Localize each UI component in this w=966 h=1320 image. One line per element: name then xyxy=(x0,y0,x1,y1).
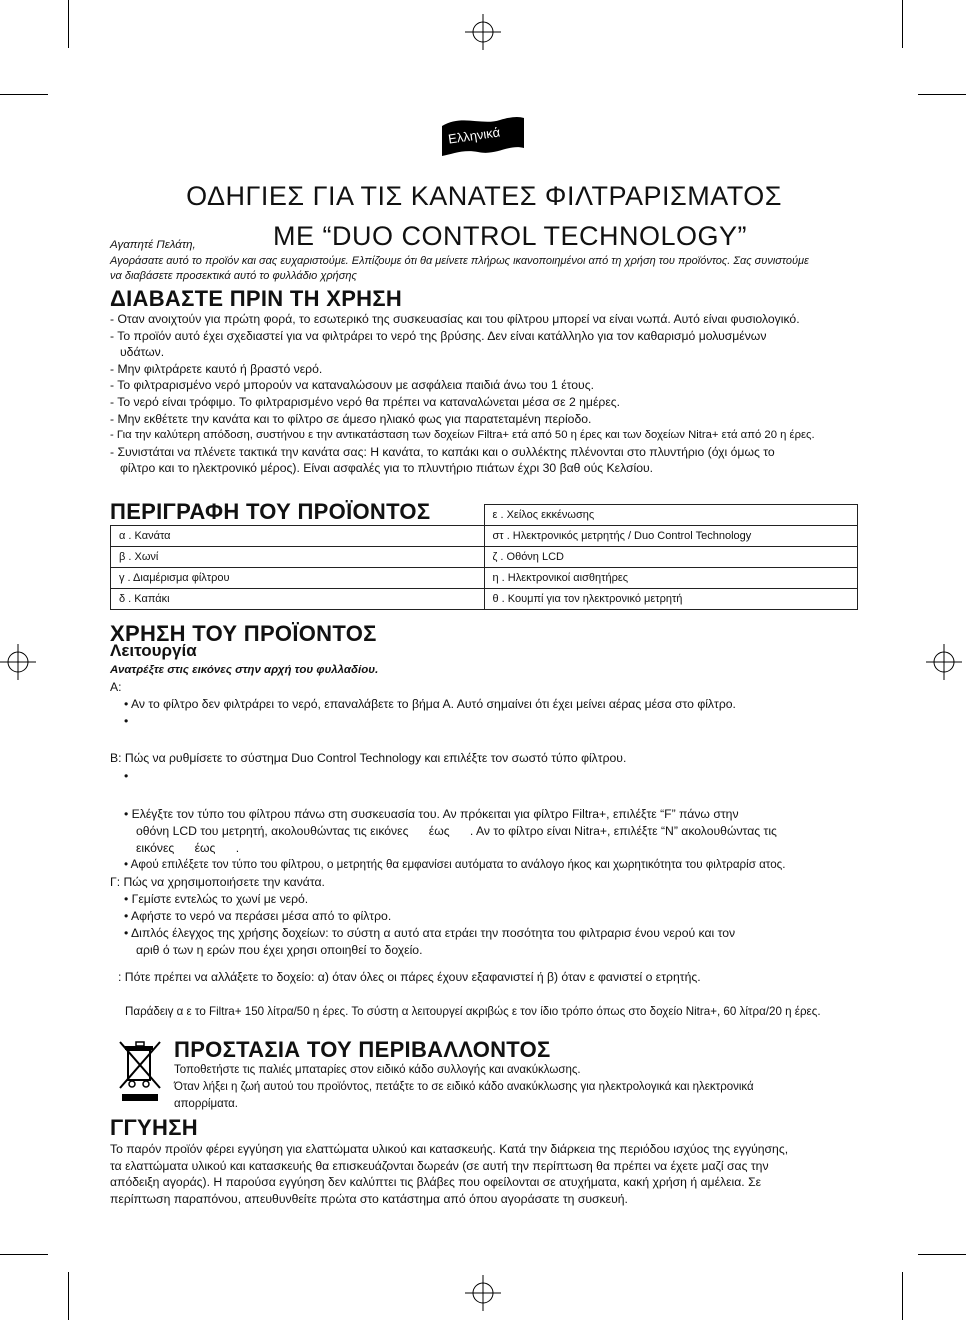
list-item: - Οταν ανοιχτούν για πρώτη φορά, το εσωτερικό της συσκευασίας και του φίλτρου μπορεί να είναι νωπά. Αυτό είναι φυσιολογικό. xyxy=(110,312,800,326)
example-note: Παράδειγ α ε το Filtra+ 150 λίτρα/50 η έρες. Το σύστη α λειτουργεί ακριβώς ε τον ίδιο τρόπο όπως στο δοχείο Nitra+, 60 λίτρα/20 η έρες. xyxy=(125,1005,821,1018)
page-title-line2: ΜΕ “DUO CONTROL TECHNOLOGY” xyxy=(272,221,748,251)
step-b-bullet-cont: εικόνες έως . xyxy=(136,841,240,855)
step-c-label: Γ: Πώς να χρησιμοποιήσετε την κανάτα. xyxy=(110,875,325,889)
list-item: φίλτρο και το ηλεκτρονικό μέρος). Είναι ασφαλές για το πλυντήριο πιάτων έχρι 30 βαθ ούς Κελσίου. xyxy=(120,461,654,476)
step-a-label: Α: xyxy=(110,680,122,694)
step-b-bullet: • Αφού επιλέξετε τον τύπο του φίλτρου, ο μετρητής θα εμφανίσει αυτόματα το ανάλογο ήκος και χωρητικότητα του φιλτραρίσ ατος. xyxy=(124,858,786,871)
list-item: - Συνιστάται να πλένετε τακτικά την κανάτα σας: Η κανάτα, το καπάκι και ο συλλέκτης πλένονται στο πλυντήριο (όχι όμως το xyxy=(110,444,775,459)
step-b-bullet: • Ελέγξτε τον τύπο του φίλτρου πάνω στη συσκευασία του. Αν πρόκειται για φίλτρο Filtra+, επιλέξτε “F” πάνω στην xyxy=(124,807,739,821)
step-b-bullet-cont: οθόνη LCD του μετρητή, ακολουθώντας τις εικόνες έως . Αν το φίλτρο είναι Nitra+, επιλέξτε “N” ακολουθώντας τις xyxy=(136,824,777,838)
warranty-line: απόδειξη αγοράς). Η παρούσα εγγύηση δεν καλύπτει τις βλάβες που οφείλονται σε ατυχήματα, κακή χρήση ή αμέλεια. Σε xyxy=(110,1175,762,1190)
table-cell: θ . Κουμπί για τον ηλεκτρονικό μετρητή xyxy=(484,589,858,610)
table-cell: ζ . Οθόνη LCD xyxy=(484,547,858,568)
list-item: - Το νερό είναι τρόφιμο. Το φιλτραρισμένο νερό θα πρέπει να καταναλώνεται μέσα σε 2 ημέρες. xyxy=(110,394,621,409)
environment-text: Τοποθετήστε τις παλιές μπαταρίες στον ειδικό κάδο συλλογής και ανακύκλωσης. xyxy=(174,1064,581,1076)
crop-mark xyxy=(918,1254,966,1255)
section-heading-warranty: ΓΓΥΗΣΗ xyxy=(110,1115,198,1140)
registration-mark-icon xyxy=(0,644,36,680)
section-heading-usage: ΧΡΗΣΗ ΤΟΥ ΠΡΟΪΟΝΤΟΣ xyxy=(110,621,377,646)
step-b-label: Β: Πώς να ρυθμίσετε το σύστημα Duo Control Technology και επιλέξτε τον σωστό τύπο φίλτρου. xyxy=(110,751,627,765)
warranty-line: περίπτωση παραπόνου, απευθυνθείτε πρώτα στο κατάστημα από όπου αγοράσατε τη συσκευή. xyxy=(110,1191,628,1206)
table-cell: ε . Χείλος εκκένωσης xyxy=(484,505,858,526)
subheading-operation: Λειτουργία xyxy=(110,641,197,660)
warranty-text xyxy=(110,1141,860,1207)
table-cell: η . Ηλεκτρονικοί αισθητήρες xyxy=(484,568,858,589)
description-table xyxy=(110,504,858,610)
section-heading-environment: ΠΡΟΣΤΑΣΙΑ ΤΟΥ ΠΕΡΙΒΑΛΛΟΝΤΟΣ xyxy=(174,1037,551,1062)
table-row xyxy=(111,568,858,589)
list-item: - Μην εκθέτετε την κανάτα και το φίλτρο σε άμεσο ηλιακό φως για παρατεταμένη περίοδο. xyxy=(110,411,592,426)
list-item: - Για την καλύτερη απόδοση, συστήνου ε την αντικατάσταση των δοχείων Filtra+ ετά από 50 η έρες και των δοχείων Nitra+ ετά από 20 η έρες. xyxy=(110,429,815,442)
warranty-line: Το παρόν προϊόν φέρει εγγύηση για ελαττώματα υλικού και κατασκευής. Κατά την διάρκεια της περιόδου ισχύος της εγγύησης, xyxy=(110,1142,789,1156)
table-row xyxy=(111,526,858,547)
crop-mark xyxy=(918,94,966,95)
table-cell: β . Χωνί xyxy=(111,547,485,568)
list-item: υδάτων. xyxy=(120,345,165,360)
list-item: - Το φιλτραρισμένο νερό μπορούν να καταναλώσουν με ασφάλεια παιδιά άνω του 1 έτους. xyxy=(110,378,594,393)
crop-mark xyxy=(0,1254,48,1255)
warranty-line: τα ελαττώματα υλικού και κατασκευής θα επισκευάζονται δωρεάν (σε αυτή την περίπτωση θα πρέπει να έχετε μαζί σας την xyxy=(110,1158,769,1173)
read-before-list xyxy=(110,311,870,477)
table-cell: δ . Καπάκι xyxy=(111,589,485,610)
crop-mark xyxy=(68,1272,69,1320)
registration-mark-icon xyxy=(465,1275,501,1311)
list-item: - Το προϊόν αυτό έχει σχεδιαστεί για να φιλτράρει το νερό της βρύσης. Δεν είναι κατάλληλο για τον καθαρισμό μολυσμένων xyxy=(110,328,767,343)
step-c-bullet: • Αφήστε το νερό να περάσει μέσα από το φίλτρο. xyxy=(124,909,392,923)
environment-text: απορρίματα. xyxy=(174,1098,238,1110)
table-cell: α . Κανάτα xyxy=(111,526,485,547)
crop-mark xyxy=(902,0,903,48)
step-b-bullet: • xyxy=(124,769,129,783)
greeting-salutation: Αγαπητέ Πελάτη, xyxy=(110,239,196,251)
table-row xyxy=(111,589,858,610)
registration-mark-icon xyxy=(926,644,962,680)
greeting-text: Αγοράσατε αυτό το προϊόν και σας ευχαριστούμε. Ελπίζουμε ότι θα μείνετε πλήρως ικανοποιημένοι από τη χρήση του προϊόντος. Σας συνιστούμε xyxy=(110,255,809,267)
refer-note: Ανατρέξτε στις εικόνες στην αρχή του φυλλαδίου. xyxy=(110,664,379,676)
step-a-bullet: • Αν το φίλτρο δεν φιλτράρει το νερό, επαναλάβετε το βήμα Α. Αυτό σημαίνει ότι έχει μείνει αέρας μέσα στο φίλτρο. xyxy=(124,697,736,711)
section-heading-description: ΠΕΡΙΓΡΑΦΗ ΤΟΥ ΠΡΟΪΟΝΤΟΣ xyxy=(110,499,431,524)
language-label: Ελληνικά xyxy=(447,124,501,147)
weee-bin-icon xyxy=(118,1040,162,1102)
crop-mark xyxy=(68,0,69,48)
registration-mark-icon xyxy=(465,14,501,50)
list-item: - Μην φιλτράρετε καυτό ή βραστό νερό. xyxy=(110,361,323,376)
table-cell: γ . Διαμέρισμα φίλτρου xyxy=(111,568,485,589)
greeting-text: να διαβάσετε προσεκτικά αυτό το φυλλάδιο χρήσης xyxy=(110,270,357,282)
section-heading-read-before: ΔΙΑΒΑΣΤΕ ΠΡΙΝ ΤΗ ΧΡΗΣΗ xyxy=(110,286,403,311)
crop-mark xyxy=(902,1272,903,1320)
crop-mark xyxy=(0,94,48,95)
step-c-bullet: • Διπλός έλεγχος της χρήσης δοχείων: το σύστη α αυτό ατα ετράει την ποσότητα του φιλτραρισ ένου νερού και τον xyxy=(124,926,736,940)
page-title-line1: ΟΔΗΓΙΕΣ ΓΙΑ ΤΙΣ ΚΑΝΑΤΕΣ ΦΙΛΤΡΑΡΙΣΜΑΤΟΣ xyxy=(186,181,782,211)
when-to-change: : Πότε πρέπει να αλλάξετε το δοχείο: α) όταν όλες οι πάρες έχουν εξαφανιστεί ή β) όταν ε φανιστεί ο ετρητής. xyxy=(118,970,701,984)
table-cell: στ . Ηλεκτρονικός μετρητής / Duo Control Technology xyxy=(484,526,858,547)
step-c-bullet: • Γεμίστε εντελώς το χωνί με νερό. xyxy=(124,892,309,906)
environment-text: Όταν λήξει η ζωή αυτού του προϊόντος, πετάξτε το σε ειδικό κάδο ανακύκλωσης για ηλεκτρολογικά και ηλεκτρονικά xyxy=(174,1081,754,1093)
step-a-bullet: • xyxy=(124,714,129,728)
table-row xyxy=(111,547,858,568)
step-c-bullet-cont: αριθ ό των η ερών που έχει χρησι οποιηθεί το δοχείο. xyxy=(136,943,423,957)
language-badge xyxy=(438,112,528,160)
